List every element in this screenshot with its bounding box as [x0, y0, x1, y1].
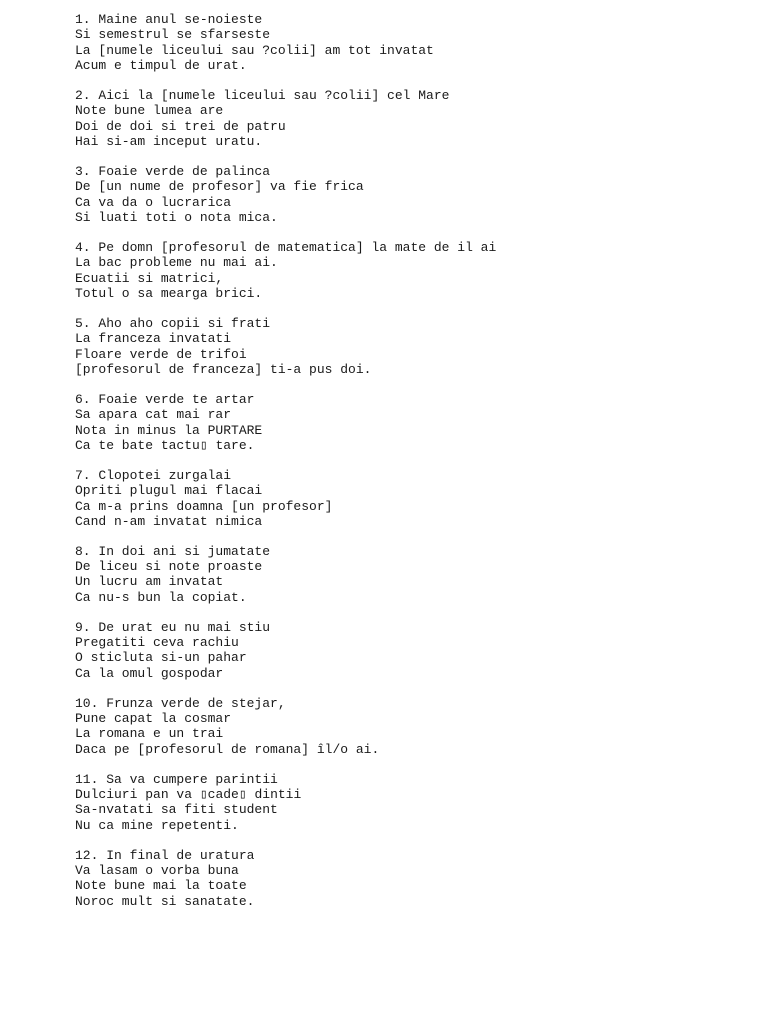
stanza-line: 6. Foaie verde te artar	[75, 391, 255, 407]
stanza-line: Sa-nvatati sa fiti student	[75, 802, 278, 818]
stanza-line: O sticluta si-un pahar	[75, 650, 247, 666]
stanza-line: 5. Aho aho copii si frati	[75, 315, 271, 331]
stanza-line: La franceza invatati	[75, 331, 232, 347]
stanza-line: 7. Clopotei zurgalai	[75, 467, 232, 483]
stanza-1	[75, 12, 755, 73]
stanza-line: Nota in minus la PURTARE	[75, 422, 263, 438]
stanza-line: Totul o sa mearga brici.	[75, 285, 263, 301]
stanza-line: Floare verde de trifoi	[75, 346, 247, 362]
stanza-line: Daca pe [profesorul de romana] îl/o ai.	[75, 741, 380, 757]
stanza-line: 10. Frunza verde de stejar,	[75, 695, 286, 711]
stanza-line: Si luati toti o nota mica.	[75, 209, 278, 225]
stanza-line: Note bune lumea are	[75, 103, 224, 119]
stanza-line: Ca nu-s bun la copiat.	[75, 589, 247, 605]
stanza-8	[75, 544, 755, 605]
stanza-line: Noroc mult si sanatate.	[75, 893, 255, 909]
stanza-line: Opriti plugul mai flacai	[75, 483, 263, 499]
stanza-line: 8. In doi ani si jumatate	[75, 543, 271, 559]
stanza-line: La [numele liceului sau ?colii] am tot invatat	[75, 42, 434, 58]
stanza-7	[75, 468, 755, 529]
stanza-5	[75, 316, 755, 377]
stanza-line: La bac probleme nu mai ai.	[75, 255, 278, 271]
stanza-12	[75, 848, 755, 909]
stanza-line: Ca va da o lucrarica	[75, 194, 232, 210]
stanza-line: Doi de doi si trei de patru	[75, 118, 286, 134]
stanza-line: Pregatiti ceva rachiu	[75, 635, 239, 651]
stanza-line: Hai si-am inceput uratu.	[75, 134, 263, 149]
stanza-line: 1. Maine anul se-noieste	[75, 12, 263, 27]
stanza-line: 11. Sa va cumpere parintii	[75, 771, 278, 787]
stanza-line: 2. Aici la [numele liceului sau ?colii] cel Mare	[75, 87, 450, 103]
stanza-line: 4. Pe domn [profesorul de matematica] la mate de il ai	[75, 239, 497, 255]
stanza-3	[75, 164, 755, 225]
stanza-line: Dulciuri pan va ▯cade▯ dintii	[75, 787, 302, 803]
stanza-line: Si semestrul se sfarseste	[75, 27, 271, 43]
stanza-line: Pune capat la cosmar	[75, 711, 232, 727]
stanza-line: Va lasam o vorba buna	[75, 863, 239, 878]
stanza-4	[75, 240, 755, 301]
stanza-line: De liceu si note proaste	[75, 559, 263, 575]
stanza-line: Ecuatii si matrici,	[75, 270, 224, 286]
stanza-line: 12. In final de uratura	[75, 847, 255, 863]
stanza-line: Note bune mai la toate	[75, 878, 247, 894]
stanza-line: Ca m-a prins doamna [un profesor]	[75, 498, 333, 514]
stanza-line: Cand n-am invatat nimica	[75, 513, 263, 529]
stanza-line: Un lucru am invatat	[75, 574, 224, 590]
document-page	[75, 12, 755, 924]
stanza-2	[75, 88, 755, 149]
stanza-10	[75, 696, 755, 757]
stanza-line: De [un nume de profesor] va fie frica	[75, 179, 364, 195]
stanza-line: Ca la omul gospodar	[75, 665, 224, 681]
stanza-line: Ca te bate tactu▯ tare.	[75, 437, 255, 453]
stanza-line: [profesorul de franceza] ti-a pus doi.	[75, 361, 372, 377]
stanza-line: Acum e timpul de urat.	[75, 58, 247, 74]
stanza-11	[75, 772, 755, 833]
stanza-line: 3. Foaie verde de palinca	[75, 163, 271, 179]
stanza-6	[75, 392, 755, 453]
stanza-line: Nu ca mine repetenti.	[75, 817, 239, 833]
stanza-line: La romana e un trai	[75, 726, 224, 742]
stanza-line: 9. De urat eu nu mai stiu	[75, 619, 271, 635]
stanza-line: Sa apara cat mai rar	[75, 407, 232, 423]
stanza-9	[75, 620, 755, 681]
